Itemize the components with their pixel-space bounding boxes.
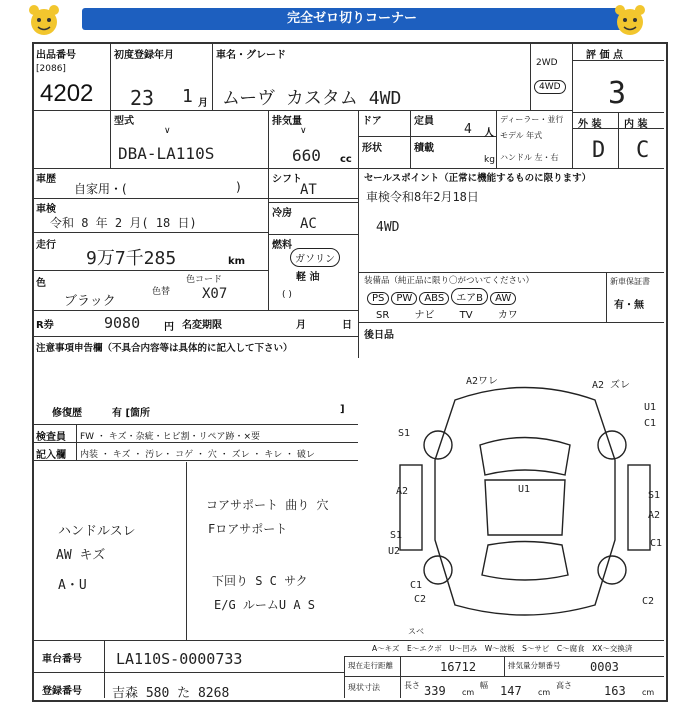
height-unit: cm [642,688,655,697]
remark-left-2: AW キズ [56,548,106,563]
loading-label: 積載 [414,143,434,154]
displacement-mark: ∨ [300,126,307,136]
model-mark: ∨ [164,126,171,136]
cooler-value: AC [300,216,317,232]
repair-label: 修復歴 [52,408,82,419]
shift-label: シフト [272,174,302,185]
equipment-row-1 [366,288,517,305]
warranty-label: 新車保証書 [610,277,650,286]
name-change-month: 月 [296,320,306,331]
repair-value: 有 [箇所 [112,408,151,419]
inspection-value: 令和 8 年 2 月( 18 日) [50,216,197,230]
equipment-tv: TV [459,310,473,321]
map-label-right-c1b: C1 [650,538,663,549]
cooler-label: 冷房 [272,208,292,219]
remark-mid-1: コアサポート 曲り 穴 [206,498,329,512]
first-registration-year: 23 [130,86,155,110]
header-title-bar [82,8,622,30]
map-label-left-s1: S1 [398,428,411,439]
map-label-left-c2: C2 [414,594,427,605]
first-registration-month: 1 [182,86,193,107]
width-value: 147 [500,684,522,698]
interior-grade: C [636,138,650,163]
mascot-right-icon [612,2,648,38]
kg-unit: kg [484,155,495,165]
history-label: 車歴 [36,174,56,185]
name-change-label: 名変期限 [182,320,222,331]
color-code-label: 色コード [186,275,223,285]
map-label-right-c2: C2 [642,596,655,607]
recycle-value: 9080 [104,314,141,332]
drive-4wd-circled [534,80,566,94]
model-value: DBA-LA110S [118,144,215,163]
km-unit: km [228,256,246,267]
yen-unit: 円 [164,322,174,333]
equipment-row-2 [376,306,518,321]
length-value: 339 [424,684,446,698]
fuel-diesel: 軽 油 [296,272,320,283]
shift-value: AT [300,182,317,198]
remark-mid-2: Fロアサポート [208,522,288,536]
mileage-label: 走行 [36,240,56,251]
map-label-front-left: A2ワレ [466,376,499,387]
sales-points-line2: 4WD [376,220,400,235]
first-registration-label: 初度登録年月 [114,50,174,61]
remark-mid-3: 下回り S C サク [212,574,308,588]
name-change-day: 日 [342,320,352,331]
cc-unit: cc [340,154,352,165]
handle-label: ハンドル 左・右 [500,153,559,162]
header-title: 完全ゼロ切りコーナー [286,11,417,26]
map-label-left-s1b: S1 [390,530,403,541]
notes-label: 注意事項申告欄（不具合内容等は具体的に記入して下さい） [36,343,293,354]
exterior-label: 外 装 [578,119,602,130]
map-label-right-c1: C1 [644,418,657,429]
drive-4wd: 4WD [539,82,561,92]
evaluation-score: 3 [608,76,627,111]
sales-points-line1: 車検令和8年2月18日 [366,190,479,204]
width-unit: cm [538,688,551,697]
month-unit: 月 [198,98,208,109]
mascot-left-icon [26,2,62,38]
map-label-right-a2: A2 [648,510,661,521]
height-value: 163 [604,684,626,698]
wheel-rear-left [424,556,452,584]
lot-number: 4202 [40,80,94,107]
history-close: ) [236,180,241,194]
remark-mid-4: E/G ルームU A S [214,598,316,612]
damage-legend: A～キズ E～エクボ U～凹み W～波板 S～サビ C～腐食 XX～交換済 [372,644,633,653]
rear-items-label: 後日品 [364,330,394,341]
drive-2wd: 2WD [536,58,558,68]
height-label: 高さ [556,681,572,690]
fuel-gasoline-circled [290,248,340,267]
interior-label: 内 装 [624,119,648,130]
recycle-label: R券 [36,320,54,331]
map-label-front-right: A2 ズレ [592,380,631,391]
remark-left-3: A・U [58,578,87,593]
right-side-outline [628,465,650,550]
equipment-pw: PW [391,292,417,305]
fuel-label: 燃料 [272,240,292,251]
lot-sub-code: [2086] [36,64,66,74]
displacement-label: 排気量 [272,116,302,127]
equipment-label: 装備品（純正品に限り〇がついてください） [364,276,535,286]
map-label-left-c1: C1 [410,580,423,591]
repair-close: ] [340,404,345,415]
equipment-abs: ABS [419,292,449,305]
chassis-value: LA110S-0000733 [116,650,243,668]
chassis-label: 車台番号 [42,654,82,665]
width-label: 幅 [480,681,488,690]
inspector-label: 検査員 [36,432,66,443]
map-label-roof-u1: U1 [518,484,531,495]
equipment-ps: PS [367,292,389,305]
door-label: ドア [362,116,382,127]
dimensions-label: 現状寸法 [348,683,380,692]
map-label-right-u1: U1 [644,402,657,413]
color-label: 色 [36,278,46,289]
equipment-aw: AW [490,292,516,305]
displacement-value: 660 [292,146,321,165]
car-name-value: ムーヴ カスタム 4WD [222,88,402,109]
evaluation-label: 評 価 点 [586,50,623,61]
history-value: 自家用・( [74,182,127,196]
map-label-rear: スベ [408,627,424,636]
model-year-label: モデル 年式 [500,131,543,140]
reference-label: 排気量分類番号 [508,661,561,670]
map-label-left-a2: A2 [396,486,409,497]
inspection-label: 車検 [36,204,56,215]
color-value: ブラック [64,294,116,309]
capacity-label: 定員 [414,116,434,127]
color-code-value: X07 [202,286,228,302]
car-front-outline [435,388,615,616]
mileage-value: 9万7千285 [86,248,177,269]
equipment-airbag: エアB [451,288,488,305]
car-name-label: 車名・グレード [216,50,286,61]
reference-value: 0003 [590,660,619,674]
model-label: 型式 [114,116,134,127]
rear-window-outline [482,542,568,581]
entry-items: 内装 ・ キズ ・ 汚レ・ コゲ ・ 穴 ・ ズレ ・ キレ ・ 破レ [80,450,315,460]
length-label: 長さ [404,681,420,690]
registration-label: 登録番号 [42,686,82,697]
inspector-items: FW ・ キズ・杂疵・ヒビ割・リペア跡・×要 [80,432,260,442]
dealer-label: ディーラー・並行 [500,115,564,124]
person-unit: 人 [484,128,494,139]
registration-value: 吉森 580 た 8268 [112,686,230,701]
equipment-sr: SR [376,310,390,321]
current-mileage-label: 現在走行距離 [348,661,393,670]
exterior-grade: D [592,138,606,163]
damage-map-diagram [380,370,670,632]
wheel-front-left [424,431,452,459]
capacity-value: 4 [464,122,472,137]
color-replace-label: 色替 [152,287,171,297]
wheel-rear-right [598,556,626,584]
fuel-gasoline: ガソリン [295,254,335,265]
left-side-outline [400,465,422,550]
shape-label: 形状 [362,143,382,154]
fuel-paren: ( ) [282,290,292,300]
windshield-outline [480,438,570,476]
wheel-front-right [598,431,626,459]
remark-left-1: ハンドルスレ [58,524,136,539]
length-unit: cm [462,688,475,697]
map-label-left-u2: U2 [388,546,401,557]
sales-points-label: セールスポイント（正常に機能するものに限ります） [364,173,592,184]
equipment-leather: カワ [497,310,518,321]
warranty-value: 有・無 [614,300,644,311]
header-bar [0,0,700,38]
lot-number-label: 出品番号 [36,50,76,61]
current-mileage-value: 16712 [440,660,477,674]
entry-label: 記入欄 [36,450,66,461]
equipment-navi: ナビ [414,310,435,321]
map-label-right-s1: S1 [648,490,661,501]
